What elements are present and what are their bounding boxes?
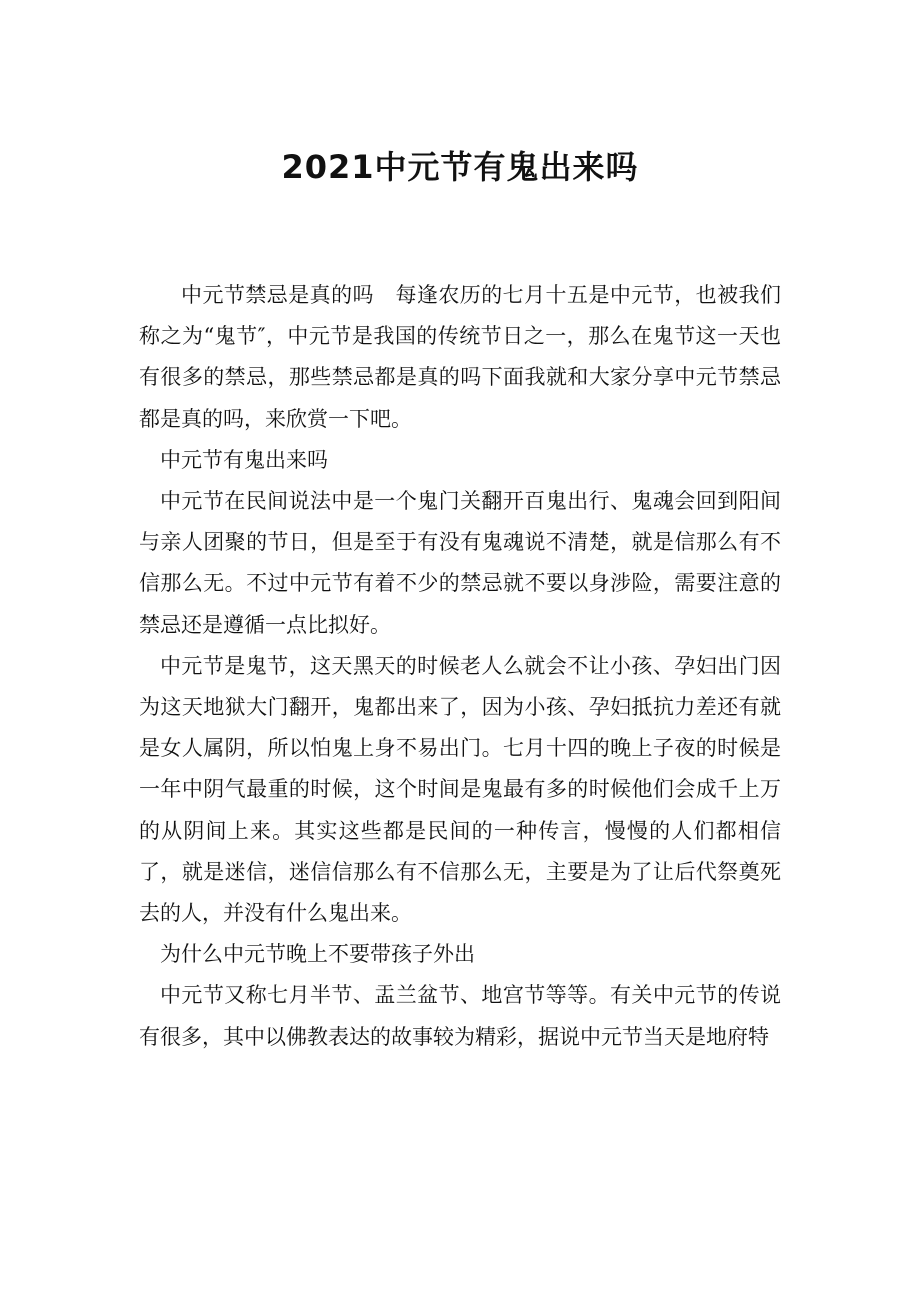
body-paragraph: 中元节又称七月半节、盂兰盆节、地宫节等等。有关中元节的传说有很多，其中以佛教表达的故事较为精彩，据说中元节当天是地府特: [139, 983, 781, 1049]
section-heading: 为什么中元节晚上不要带孩子外出: [160, 942, 475, 967]
section-heading: 中元节有鬼出来吗: [160, 447, 328, 472]
body-paragraph: 中元节在民间说法中是一个鬼门关翻开百鬼出行、鬼魂会回到阳间与亲人团聚的节日，但是至于有没有鬼魂说不清楚，就是信那么有不信那么无。不过中元节有着不少的禁忌就不要以身涉险，需要注意的禁忌还是遵循一点比拟好。: [139, 489, 781, 637]
intro-paragraph: 中元节禁忌是真的吗 每逢农历的七月十五是中元节，也被我们称之为“鬼节″，中元节是我国的传统节日之一，那么在鬼节这一天也有很多的禁忌，那些禁忌都是真的吗下面我就和大家分享中元节禁忌都是真的吗，来欣赏一下吧。: [139, 283, 781, 431]
document-body: [139, 275, 781, 1058]
body-paragraph: 中元节是鬼节，这天黑天的时候老人么就会不让小孩、孕妇出门因为这天地狱大门翻开，鬼都出来了，因为小孩、孕妇抵抗力差还有就是女人属阴，所以怕鬼上身不易出门。七月十四的晚上子夜的时候是一年中阴气最重的时候，这个时间是鬼最有多的时候他们会成千上万的从阴间上来。其实这些都是民间的一种传言，慢慢的人们都相信了，就是迷信，迷信信那么有不信那么无，主要是为了让后代祭奠死去的人，并没有什么鬼出来。: [139, 653, 781, 926]
document-title: 2021中元节有鬼出来吗: [281, 148, 639, 186]
